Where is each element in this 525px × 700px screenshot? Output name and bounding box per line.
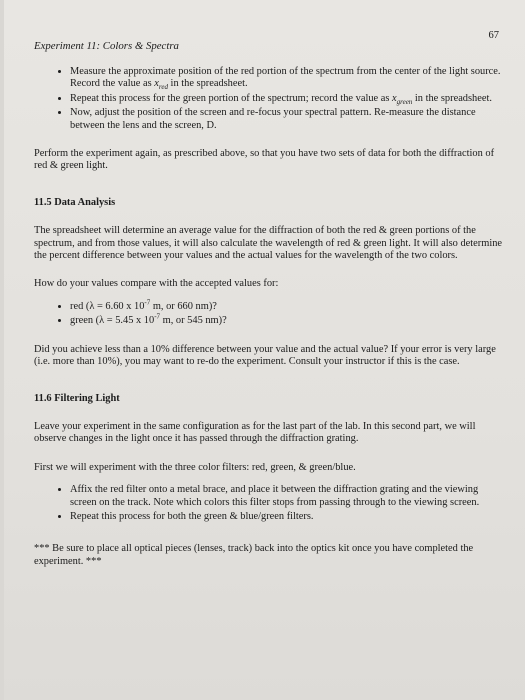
filter-step-repeat: • Repeat this process for both the green & blue/green filters. (70, 511, 503, 523)
intro-bullet-list (34, 66, 503, 132)
intro-bullet-repeat-green: • Repeat this process for the green portion of the spectrum; record the value as $x_{green}$ in the spreadsheet. (70, 93, 503, 105)
accepted-value-green: • green (λ = 5.45 x $10^{-7}$ m, or 545 nm)? (70, 315, 503, 327)
comparison-question: How do your values compare with the accepted values for: (34, 278, 279, 290)
intro-bullet-adjust-screen: • Now, adjust the position of the screen and re-focus your spectral pattern. Re-measure the distance between the lens and the screen, D. (70, 107, 503, 132)
filtering-paragraph: Leave your experiment in the same configuration as for the last part of the lab. In this second part, we will observe changes in the light once it has passed through the diffraction grating. (34, 420, 476, 445)
perform-paragraph: Perform the experiment again, as prescribed above, so that you have two sets of data for both the diffraction of red & green light. (34, 148, 495, 172)
running-header: Experiment 11: Colors & Spectra (34, 40, 179, 52)
filter-step-red: • Affix the red filter onto a metal brace, and place it between the diffraction grating and the viewing screen on the track. Note which colors this filter stops from passing through to the viewing screen. (70, 484, 503, 509)
analysis-paragraph: The spreadsheet will determine an average value for the diffraction of both the red & green portions of the spectrum, and from those values, it will also calculate the wavelength of red & green light. It will also determine the percent difference between your values and the actual values for the wavelength of the two colors. (34, 225, 503, 262)
intro-bullet-measure-red: • Measure the approximate position of the red portion of the spectrum from the center of the light source. Record the value as $x_{red}$ in the spreadsheet. (70, 66, 503, 91)
accepted-values-list (34, 298, 503, 328)
page-content (34, 66, 503, 568)
filters-intro: First we will experiment with the three color filters: red, green, & green/blue. (34, 461, 356, 473)
error-followup-paragraph: Did you achieve less than a 10% difference between your value and the actual value? If your error is very large (i.e. more than 10%), you may want to re-do the experiment. Consult your instructor if this is the case. (34, 343, 496, 368)
final-note: *** Be sure to place all optical pieces (lenses, track) back into the optics kit once you have completed the experiment. *** (34, 543, 474, 567)
section-title-filtering-light: 11.6 Filtering Light (34, 392, 120, 404)
accepted-value-red: • red (λ = 6.60 x $10^{-7}$ m, or 660 nm)? (70, 301, 503, 313)
document-page (4, 0, 525, 700)
section-title-data-analysis: 11.5 Data Analysis (34, 196, 116, 208)
page-number: 67 (488, 30, 499, 41)
filter-steps-list (34, 484, 503, 523)
